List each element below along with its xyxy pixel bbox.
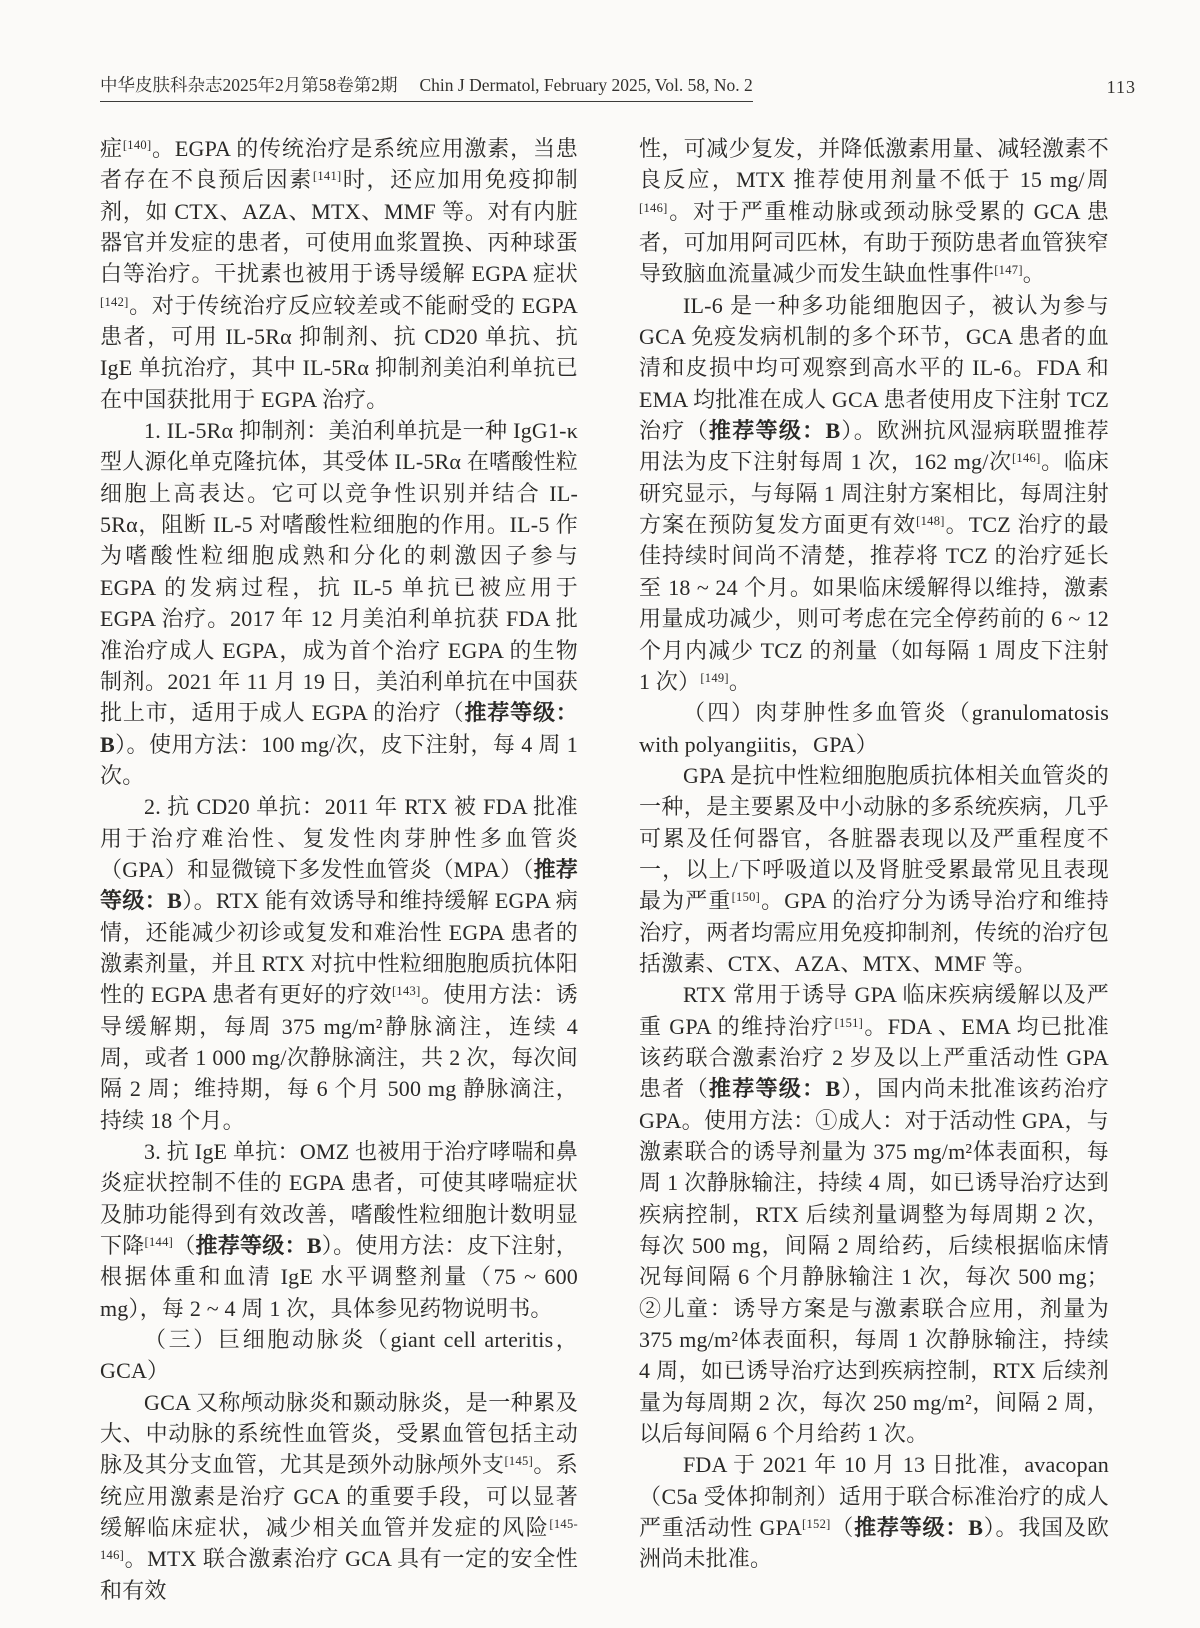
text-run: （ xyxy=(830,1515,855,1541)
reference-superscript: [143] xyxy=(391,984,421,999)
text-run: 。对于严重椎动脉或颈动脉受累的 GCA 患者，可加用阿司匹林，有助于预防患者血管狭窄导致脑血流量减少而发生缺血性事件 xyxy=(639,198,1109,287)
page-header xyxy=(0,0,1200,102)
reference-superscript: [141] xyxy=(312,169,342,184)
text-run: FDA 于 2021 年 10 月 13 日批准，avacopan（C5a 受体抑制剂）适用于联合标准治疗的成人严重活动性 GPA xyxy=(639,1452,1109,1541)
bold-emphasis: 推荐等级：B xyxy=(195,1233,322,1259)
text-run: 。使用方法：诱导缓解期，每周 375 mg/m²静脉滴注，连续 4 周，或者 1 000 mg/次静脉滴注，共 2 次，每次间隔 2 周；维持期，每 6 个月 500 mg 静脉滴注，持续 18 个月。 xyxy=(100,982,578,1133)
column-right xyxy=(639,133,1109,1606)
reference-superscript: [151] xyxy=(834,1015,864,1030)
article-body xyxy=(0,133,1200,1606)
text-run: 1. IL-5Rα 抑制剂：美泊利单抗是一种 IgG1-κ 型人源化单克隆抗体，其受体 IL-5Rα 在嗜酸性粒细胞上高表达。它可以竞争性识别并结合 IL-5Rα，阻断 IL-5 对嗜酸性粒细胞的作用。IL-5 作为嗜酸性粒细胞成熟和分化的刺激因子参与 EGPA 的发病过程，抗 IL-5 单抗已被应用于 EGPA 治疗。2017 年 12 月美泊利单抗获 FDA 批准治疗成人 EGPA，成为首个治疗 EGPA 的生物制剂。2021 年 11 月 19 日，美泊利单抗在中国获批上市，适用于成人 EGPA 的治疗（ xyxy=(100,418,578,726)
text-run: ）。欧洲抗风湿病联盟推荐用法为皮下注射每周 1 次，162 mg/次 xyxy=(639,418,1109,475)
text-run: （三）巨细胞动脉炎（giant cell arteritis，GCA） xyxy=(100,1327,578,1384)
text-run: 2. 抗 CD20 单抗：2011 年 RTX 被 FDA 批准用于治疗难治性、复发性肉芽肿性多血管炎（GPA）和显微镜下多发性血管炎（MPA）（ xyxy=(100,794,578,882)
text-run: 。TCZ 治疗的最佳持续时间尚不清楚，推荐将 TCZ 的治疗延长至 18 ~ 24 个月。如果临床缓解得以维持，激素用量成功减少，则可考虑在完全停药前的 6 ~ 12 个月内减少 TCZ 的剂量（如每隔 1 周皮下注射 1 次） xyxy=(639,512,1109,694)
bold-emphasis: 推荐等级：B xyxy=(100,856,578,914)
text-run: 性，可减少复发，并降低激素用量、减轻激素不良反应，MTX 推荐使用剂量不低于 15 mg/周 xyxy=(639,136,1109,193)
text-run: GCA 又称颅动脉炎和颞动脉炎，是一种累及大、中动脉的系统性血管炎，受累血管包括主动脉及其分支血管，尤其是颈外动脉颅外支 xyxy=(100,1389,578,1478)
reference-superscript: [148] xyxy=(916,514,945,529)
paragraph xyxy=(639,697,1109,760)
reference-superscript: [150] xyxy=(731,890,761,905)
reference-superscript: [144] xyxy=(144,1235,174,1250)
reference-superscript: [146] xyxy=(1011,451,1041,466)
text-run: 3. 抗 IgE 单抗：OMZ 也被用于治疗哮喘和鼻炎症状控制不佳的 EGPA 患者，可使其哮喘症状及肺功能得到有效改善，嗜酸性粒细胞计数明显下降 xyxy=(100,1139,578,1259)
reference-superscript: [149] xyxy=(700,670,729,685)
text-run: 。 xyxy=(1022,261,1045,287)
paragraph xyxy=(100,1136,578,1324)
reference-superscript: [152] xyxy=(802,1517,831,1532)
text-run: 。临床研究显示，与每隔 1 周注射方案相比，每周注射方案在预防复发方面更有效 xyxy=(639,449,1109,538)
paragraph xyxy=(639,1449,1109,1574)
column-left xyxy=(100,133,578,1606)
bold-emphasis: 推荐等级：B xyxy=(854,1515,984,1541)
journal-title-en: Chin J Dermatol, February 2025, Vol. 58, No. 2 xyxy=(419,75,753,95)
reference-superscript: [140] xyxy=(122,138,152,152)
reference-superscript: [146] xyxy=(639,200,668,215)
paragraph xyxy=(639,760,1109,979)
paragraph xyxy=(100,133,578,415)
paragraph xyxy=(639,979,1109,1449)
text-run: 。MTX 联合激素治疗 GCA 具有一定的安全性和有效 xyxy=(100,1546,578,1603)
text-run: 。对于传统治疗反应较差或不能耐受的 EGPA 患者，可用 IL-5Rα 抑制剂、抗 CD20 单抗、抗 IgE 单抗治疗，其中 IL-5Rα 抑制剂美泊利单抗已在中国获批用于 EGPA 治疗。 xyxy=(100,292,578,412)
text-run: 。系统应用激素是治疗 GCA 的重要手段，可以显著缓解临床症状，减少相关血管并发症的风险 xyxy=(100,1452,578,1541)
text-run: 。FDA 、EMA 均已批准该药联合激素治疗 2 岁及以上严重活动性 GPA 患者（ xyxy=(639,1013,1109,1102)
text-run: 。EGPA 的传统治疗是系统应用激素，当患者存在不良预后因素 xyxy=(100,136,578,193)
text-run: ）。我国及欧洲尚未批准。 xyxy=(639,1515,1110,1572)
bold-emphasis: 推荐等级：B xyxy=(708,1076,841,1102)
text-run: 。GPA 的治疗分为诱导治疗和维持治疗，两者均需应用免疫抑制剂，传统的治疗包括激素、CTX、AZA、MTX、MMF 等。 xyxy=(639,888,1109,976)
reference-superscript: [147] xyxy=(994,263,1023,278)
text-run: ）。RTX 能有效诱导和维持缓解 EGPA 病情，还能减少初诊或复发和难治性 EGPA 患者的激素剂量，并且 RTX 对抗中性粒细胞胞质抗体阳性的 EGPA 患者有更好的疗效 xyxy=(100,888,578,1008)
text-run: GPA 是抗中性粒细胞胞质抗体相关血管炎的一种，是主要累及中小动脉的多系统疾病，几乎可累及任何器官，各脏器表现以及严重程度不一，以上/下呼吸道以及肾脏受累最常见且表现最为严重 xyxy=(639,762,1109,914)
reference-superscript: [145] xyxy=(504,1454,534,1469)
text-run: （ xyxy=(173,1233,196,1259)
running-head xyxy=(100,72,753,102)
paragraph xyxy=(100,791,578,1136)
text-run: ）。使用方法：100 mg/次，皮下注射，每 4 周 1 次。 xyxy=(100,731,578,788)
text-run: ）。使用方法：皮下注射，根据体重和血清 IgE 水平调整剂量（75 ~ 600 mg），每 2 ~ 4 周 1 次，具体参见药物说明书。 xyxy=(100,1233,579,1321)
reference-superscript: [145-146] xyxy=(100,1517,578,1563)
text-run: 时，还应加用免疫抑制剂，如 CTX、AZA、MTX、MMF 等。对有内脏器官并发症的患者，可使用血浆置换、丙种球蛋白等治疗。干扰素也被用于诱导缓解 EGPA 症状 xyxy=(100,167,578,287)
paragraph xyxy=(639,133,1109,290)
text-run: 症 xyxy=(100,136,123,161)
bold-emphasis: 推荐等级：B xyxy=(100,700,578,757)
reference-superscript: [142] xyxy=(100,294,129,309)
paragraph xyxy=(639,290,1109,697)
text-run: IL-6 是一种多功能细胞因子，被认为参与 GCA 免疫发病机制的多个环节，GCA 患者的血清和皮损中均可观察到高水平的 IL-6。FDA 和 EMA 均批准在成人 GCA 患者使用皮下注射 TCZ 治疗（ xyxy=(639,292,1109,444)
page-number: 113 xyxy=(1106,77,1136,97)
bold-emphasis: 推荐等级：B xyxy=(708,418,841,444)
text-run: ），国内尚未批准该药治疗 GPA。使用方法：①成人：对于活动性 GPA，与激素联合的诱导剂量为 375 mg/m²体表面积，每周 1 次静脉输注，持续 4 周，如已诱导治疗达到疾病控制，RTX 后续剂量调整为每周期 2 次，每次 500 mg，间隔 2 周给药，后续根据临床情况每间隔 6 个月静脉输注 1 次，每次 500 mg；②儿童：诱导方案是与激素联合应用，剂量为 375 mg/m²体表面积，每周 1 次静脉输注，持续 4 周，如已诱导治疗达到疾病控制，RTX 后续剂量为每周期 2 次，每次 250 mg/m²，间隔 2 周，以后每间隔 6 个月给药 1 次。 xyxy=(639,1076,1109,1447)
text-run: RTX 常用于诱导 GPA 临床疾病缓解以及严重 GPA 的维持治疗 xyxy=(639,982,1109,1039)
paragraph xyxy=(100,1324,578,1387)
text-run: 。 xyxy=(728,668,752,694)
paragraph xyxy=(100,415,578,791)
paragraph xyxy=(100,1387,578,1606)
text-run: （四）肉芽肿性多血管炎（granulomatosis with polyangiitis，GPA） xyxy=(639,700,1109,757)
journal-title-cn: 中华皮肤科杂志2025年2月第58卷第2期 xyxy=(100,75,398,95)
